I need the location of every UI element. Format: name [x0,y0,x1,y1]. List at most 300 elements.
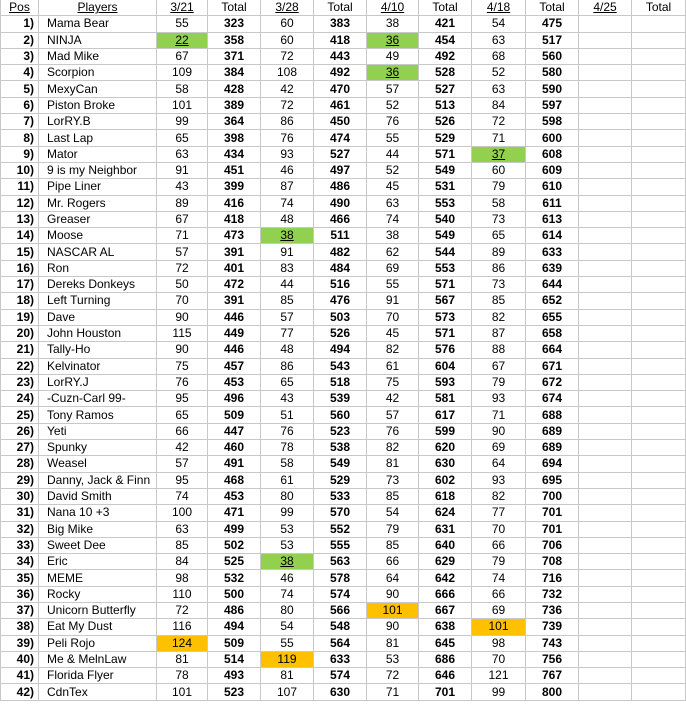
total-1-cell: 486 [208,602,261,618]
total-3-cell: 549 [419,228,472,244]
week-2-score-cell: 42 [261,81,314,97]
week-1-score-cell: 50 [157,277,208,293]
total-4-cell: 652 [526,293,579,309]
week-2-score-cell: 72 [261,97,314,113]
total-4-cell: 611 [526,195,579,211]
week-3-score-cell: 54 [367,505,419,521]
week-3-score-cell: 101 [367,602,419,618]
table-row [1,293,686,309]
player-name-cell: MexyCan [39,81,157,97]
week-1-score-cell: 115 [157,325,208,341]
week-1-score-cell: 91 [157,162,208,178]
total-5-cell [632,537,686,553]
total-4-cell: 689 [526,440,579,456]
player-name-cell: John Houston [39,325,157,341]
week-4-score-cell: 79 [472,554,526,570]
total-4-cell: 701 [526,521,579,537]
table-row [1,602,686,618]
table-row [1,32,686,48]
week-5-score-cell [579,391,632,407]
week-1-score-cell: 90 [157,309,208,325]
total-3-cell: 620 [419,440,472,456]
position-cell: 7) [1,114,39,130]
total-2-cell: 494 [314,342,367,358]
week-4-score-cell: 52 [472,65,526,81]
week-2-score-cell: 74 [261,586,314,602]
week-4-score-cell: 93 [472,472,526,488]
total-4-cell: 700 [526,488,579,504]
week-4-score-cell: 98 [472,635,526,651]
total-1-cell: 446 [208,342,261,358]
total-3-cell: 604 [419,358,472,374]
total-2-cell: 503 [314,309,367,325]
week-4-score-cell: 89 [472,244,526,260]
table-row [1,179,686,195]
week-4-score-cell: 99 [472,684,526,700]
week-4-score-cell: 69 [472,602,526,618]
total-5-cell [632,211,686,227]
total-5-cell [632,325,686,341]
week-2-score-cell: 38 [261,228,314,244]
table-row [1,260,686,276]
total-4-cell: 756 [526,651,579,667]
week-4-score-cell: 65 [472,228,526,244]
player-name-cell: Big Mike [39,521,157,537]
total-3-cell: 531 [419,179,472,195]
total-1-cell: 323 [208,16,261,32]
player-name-cell: Sweet Dee [39,537,157,553]
header-players: Players [39,0,157,16]
week-4-score-cell: 67 [472,358,526,374]
week-5-score-cell [579,488,632,504]
week-2-score-cell: 57 [261,309,314,325]
total-3-cell: 630 [419,456,472,472]
total-4-cell: 672 [526,374,579,390]
total-2-cell: 543 [314,358,367,374]
total-1-cell: 391 [208,244,261,260]
total-3-cell: 571 [419,146,472,162]
week-2-score-cell: 83 [261,260,314,276]
total-4-cell: 560 [526,48,579,64]
total-1-cell: 391 [208,293,261,309]
total-4-cell: 580 [526,65,579,81]
week-1-score-cell: 116 [157,619,208,635]
position-cell: 37) [1,602,39,618]
total-2-cell: 630 [314,684,367,700]
total-2-cell: 486 [314,179,367,195]
total-5-cell [632,407,686,423]
total-2-cell: 526 [314,325,367,341]
total-2-cell: 548 [314,619,367,635]
position-cell: 32) [1,521,39,537]
total-1-cell: 401 [208,260,261,276]
total-3-cell: 549 [419,162,472,178]
total-1-cell: 493 [208,668,261,684]
player-name-cell: Nana 10 +3 [39,505,157,521]
player-name-cell: Weasel [39,456,157,472]
position-cell: 27) [1,440,39,456]
week-2-score-cell: 46 [261,162,314,178]
week-3-score-cell: 75 [367,374,419,390]
position-cell: 11) [1,179,39,195]
week-2-score-cell: 76 [261,423,314,439]
week-3-score-cell: 72 [367,668,419,684]
total-4-cell: 708 [526,554,579,570]
total-2-cell: 538 [314,440,367,456]
week-1-score-cell: 65 [157,407,208,423]
total-1-cell: 418 [208,211,261,227]
week-1-score-cell: 72 [157,602,208,618]
week-5-score-cell [579,358,632,374]
week-2-score-cell: 58 [261,456,314,472]
header-pos: Pos [1,0,39,16]
total-4-cell: 613 [526,211,579,227]
player-name-cell: Eric [39,554,157,570]
table-row [1,16,686,32]
table-row [1,374,686,390]
week-1-score-cell: 101 [157,684,208,700]
total-2-cell: 529 [314,472,367,488]
total-5-cell [632,554,686,570]
week-2-score-cell: 76 [261,130,314,146]
total-4-cell: 633 [526,244,579,260]
total-4-cell: 800 [526,684,579,700]
total-1-cell: 434 [208,146,261,162]
total-5-cell [632,97,686,113]
week-5-score-cell [579,586,632,602]
week-1-score-cell: 22 [157,32,208,48]
table-row [1,244,686,260]
week-2-score-cell: 80 [261,602,314,618]
week-2-score-cell: 81 [261,668,314,684]
total-4-cell: 706 [526,537,579,553]
week-5-score-cell [579,684,632,700]
total-3-cell: 686 [419,651,472,667]
week-3-score-cell: 36 [367,32,419,48]
week-3-score-cell: 66 [367,554,419,570]
table-row [1,554,686,570]
week-5-score-cell [579,619,632,635]
position-cell: 29) [1,472,39,488]
position-cell: 17) [1,277,39,293]
week-5-score-cell [579,635,632,651]
total-1-cell: 384 [208,65,261,81]
position-cell: 38) [1,619,39,635]
total-3-cell: 573 [419,309,472,325]
week-2-score-cell: 107 [261,684,314,700]
header-total-4: Total [526,0,579,16]
total-2-cell: 539 [314,391,367,407]
total-2-cell: 566 [314,602,367,618]
position-cell: 33) [1,537,39,553]
week-4-score-cell: 72 [472,114,526,130]
total-1-cell: 509 [208,635,261,651]
total-4-cell: 664 [526,342,579,358]
total-3-cell: 527 [419,81,472,97]
week-2-score-cell: 86 [261,358,314,374]
total-2-cell: 461 [314,97,367,113]
week-5-score-cell [579,97,632,113]
player-name-cell: Rocky [39,586,157,602]
total-3-cell: 701 [419,684,472,700]
header-total-5: Total [632,0,686,16]
player-name-cell: Mad Mike [39,48,157,64]
week-3-score-cell: 61 [367,358,419,374]
player-name-cell: Tony Ramos [39,407,157,423]
week-3-score-cell: 44 [367,146,419,162]
position-cell: 28) [1,456,39,472]
player-name-cell: Dave [39,309,157,325]
week-5-score-cell [579,651,632,667]
total-1-cell: 532 [208,570,261,586]
total-3-cell: 528 [419,65,472,81]
total-1-cell: 514 [208,651,261,667]
position-cell: 6) [1,97,39,113]
total-3-cell: 571 [419,325,472,341]
total-2-cell: 633 [314,651,367,667]
table-row [1,440,686,456]
week-4-score-cell: 66 [472,586,526,602]
total-4-cell: 658 [526,325,579,341]
total-3-cell: 618 [419,488,472,504]
total-2-cell: 474 [314,130,367,146]
table-row [1,325,686,341]
table-row [1,456,686,472]
week-2-score-cell: 77 [261,325,314,341]
total-3-cell: 646 [419,668,472,684]
table-row [1,423,686,439]
total-3-cell: 617 [419,407,472,423]
position-cell: 15) [1,244,39,260]
player-name-cell: Pipe Liner [39,179,157,195]
standings-body [1,16,686,700]
player-name-cell: Dereks Donkeys [39,277,157,293]
total-5-cell [632,440,686,456]
player-name-cell: Tally-Ho [39,342,157,358]
week-5-score-cell [579,570,632,586]
total-5-cell [632,570,686,586]
total-1-cell: 509 [208,407,261,423]
week-1-score-cell: 42 [157,440,208,456]
total-5-cell [632,358,686,374]
week-3-score-cell: 57 [367,407,419,423]
position-cell: 12) [1,195,39,211]
player-name-cell: Unicorn Butterfly [39,602,157,618]
week-2-score-cell: 91 [261,244,314,260]
week-1-score-cell: 110 [157,586,208,602]
position-cell: 13) [1,211,39,227]
week-4-score-cell: 73 [472,277,526,293]
week-1-score-cell: 109 [157,65,208,81]
week-4-score-cell: 69 [472,440,526,456]
week-4-score-cell: 84 [472,97,526,113]
table-row [1,635,686,651]
week-2-score-cell: 93 [261,146,314,162]
header-week-5: 4/25 [579,0,632,16]
total-1-cell: 453 [208,488,261,504]
week-3-score-cell: 49 [367,48,419,64]
week-2-score-cell: 74 [261,195,314,211]
player-name-cell: Florida Flyer [39,668,157,684]
total-2-cell: 518 [314,374,367,390]
total-4-cell: 614 [526,228,579,244]
week-5-score-cell [579,407,632,423]
total-5-cell [632,488,686,504]
total-4-cell: 743 [526,635,579,651]
total-4-cell: 475 [526,16,579,32]
week-5-score-cell [579,244,632,260]
total-2-cell: 563 [314,554,367,570]
total-5-cell [632,635,686,651]
week-5-score-cell [579,668,632,684]
position-cell: 42) [1,684,39,700]
week-5-score-cell [579,228,632,244]
total-3-cell: 526 [419,114,472,130]
week-2-score-cell: 119 [261,651,314,667]
week-1-score-cell: 124 [157,635,208,651]
week-5-score-cell [579,440,632,456]
week-4-score-cell: 93 [472,391,526,407]
total-3-cell: 529 [419,130,472,146]
total-2-cell: 466 [314,211,367,227]
week-2-score-cell: 44 [261,277,314,293]
total-2-cell: 570 [314,505,367,521]
week-5-score-cell [579,81,632,97]
total-1-cell: 453 [208,374,261,390]
table-row [1,619,686,635]
total-5-cell [632,277,686,293]
week-5-score-cell [579,537,632,553]
header-row [1,0,686,16]
total-1-cell: 471 [208,505,261,521]
total-4-cell: 600 [526,130,579,146]
week-1-score-cell: 98 [157,570,208,586]
player-name-cell: NINJA [39,32,157,48]
total-5-cell [632,32,686,48]
week-1-score-cell: 101 [157,97,208,113]
total-4-cell: 695 [526,472,579,488]
total-5-cell [632,114,686,130]
table-row [1,684,686,700]
total-5-cell [632,309,686,325]
total-4-cell: 590 [526,81,579,97]
table-row [1,521,686,537]
table-row [1,309,686,325]
total-4-cell: 716 [526,570,579,586]
week-2-score-cell: 61 [261,472,314,488]
total-4-cell: 767 [526,668,579,684]
week-1-score-cell: 95 [157,391,208,407]
week-4-score-cell: 63 [472,81,526,97]
table-row [1,505,686,521]
week-4-score-cell: 63 [472,32,526,48]
player-name-cell: Eat My Dust [39,619,157,635]
position-cell: 25) [1,407,39,423]
total-3-cell: 642 [419,570,472,586]
total-5-cell [632,65,686,81]
total-3-cell: 576 [419,342,472,358]
total-4-cell: 598 [526,114,579,130]
week-3-score-cell: 90 [367,619,419,635]
week-3-score-cell: 53 [367,651,419,667]
player-name-cell: Mama Bear [39,16,157,32]
player-name-cell: Danny, Jack & Finn [39,472,157,488]
week-5-score-cell [579,48,632,64]
week-3-score-cell: 38 [367,228,419,244]
total-1-cell: 491 [208,456,261,472]
total-1-cell: 447 [208,423,261,439]
week-3-score-cell: 69 [367,260,419,276]
week-3-score-cell: 63 [367,195,419,211]
total-3-cell: 553 [419,195,472,211]
week-2-score-cell: 72 [261,48,314,64]
table-row [1,342,686,358]
total-2-cell: 511 [314,228,367,244]
total-1-cell: 525 [208,554,261,570]
player-name-cell: CdnTex [39,684,157,700]
total-1-cell: 472 [208,277,261,293]
week-1-score-cell: 99 [157,114,208,130]
total-1-cell: 499 [208,521,261,537]
position-cell: 9) [1,146,39,162]
week-5-score-cell [579,456,632,472]
total-1-cell: 468 [208,472,261,488]
total-2-cell: 476 [314,293,367,309]
position-cell: 35) [1,570,39,586]
total-5-cell [632,48,686,64]
total-5-cell [632,391,686,407]
week-1-score-cell: 63 [157,146,208,162]
week-4-score-cell: 71 [472,407,526,423]
total-4-cell: 689 [526,423,579,439]
week-4-score-cell: 73 [472,211,526,227]
week-2-score-cell: 51 [261,407,314,423]
table-row [1,211,686,227]
table-row [1,65,686,81]
week-2-score-cell: 99 [261,505,314,521]
header-total-1: Total [208,0,261,16]
total-4-cell: 655 [526,309,579,325]
position-cell: 34) [1,554,39,570]
week-1-score-cell: 90 [157,342,208,358]
total-5-cell [632,651,686,667]
position-cell: 36) [1,586,39,602]
header-total-2: Total [314,0,367,16]
total-5-cell [632,456,686,472]
week-5-score-cell [579,423,632,439]
week-3-score-cell: 62 [367,244,419,260]
table-row [1,668,686,684]
total-5-cell [632,619,686,635]
total-4-cell: 736 [526,602,579,618]
total-2-cell: 470 [314,81,367,97]
total-1-cell: 449 [208,325,261,341]
week-5-score-cell [579,521,632,537]
total-4-cell: 674 [526,391,579,407]
total-3-cell: 640 [419,537,472,553]
table-row [1,48,686,64]
total-1-cell: 502 [208,537,261,553]
total-5-cell [632,81,686,97]
week-3-score-cell: 76 [367,114,419,130]
total-2-cell: 443 [314,48,367,64]
player-name-cell: Piston Broke [39,97,157,113]
player-name-cell: -Cuzn-Carl 99- [39,391,157,407]
player-name-cell: MEME [39,570,157,586]
week-5-score-cell [579,342,632,358]
week-1-score-cell: 57 [157,456,208,472]
total-2-cell: 497 [314,162,367,178]
